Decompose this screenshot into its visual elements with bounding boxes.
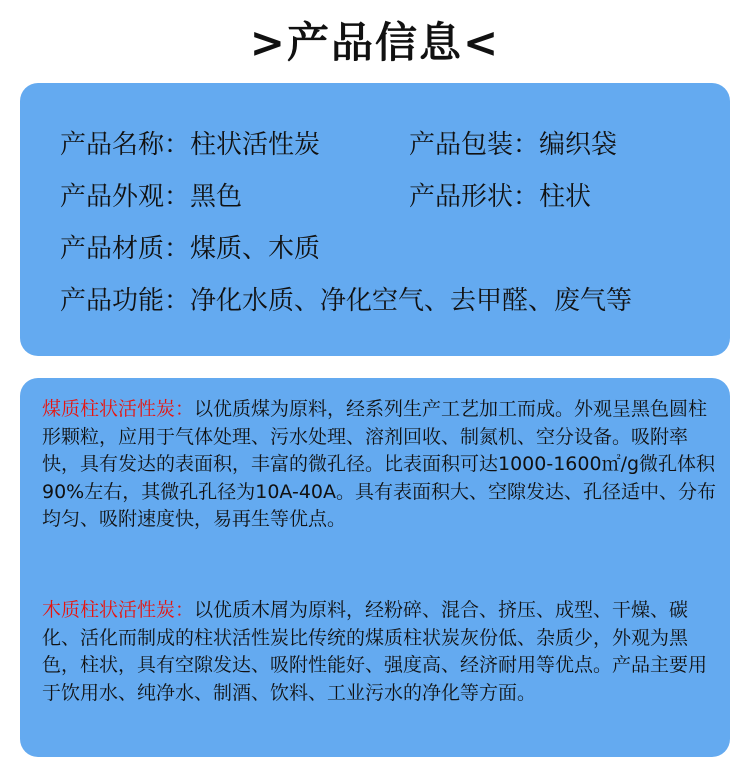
wood-based-text: 以优质木屑为原料，经粉碎、混合、挤压、成型、干燥、碳化、活化而制成的柱状活性炭比传统的煤质柱状炭灰份低、杂质少，外观为黑色，柱状，具有空隙发达、吸附性能好、强度高、经济耐用等优点。产品主要用于饮用水、纯净水、制酒、饮料、工业污水的净化等方面。	[42, 599, 708, 704]
coal-based-text: 以优质煤为原料，经系列生产工艺加工而成。外观呈黑色圆柱形颗粒，应用于气体处理、污水处理、溶剂回收、制氮机、空分设备。吸附率快，具有发达的表面积，丰富的微孔径。比表面积可达1000-1600㎡/g微孔体积90%左右，其微孔孔径为10A-40A。具有表面积大、空隙发达、孔径适中、分布均匀、吸附速度快，易再生等优点。	[42, 398, 717, 531]
wood-based-heading: 木质柱状活性炭：	[42, 599, 195, 621]
wood-based-description	[42, 597, 722, 707]
product-function: 产品功能：净化水质、净化空气、去甲醛、废气等	[60, 286, 633, 316]
coal-based-description	[42, 396, 722, 534]
product-appearance: 产品外观：黑色	[60, 182, 243, 212]
product-packaging: 产品包装：编织袋	[409, 130, 618, 160]
page-title: >产品信息<	[249, 18, 501, 67]
product-info-card	[20, 83, 730, 356]
product-material: 产品材质：煤质、木质	[60, 234, 321, 264]
product-name: 产品名称：柱状活性炭	[60, 130, 321, 160]
product-description-card	[20, 378, 730, 757]
product-shape: 产品形状：柱状	[409, 182, 592, 212]
coal-based-heading: 煤质柱状活性炭：	[42, 398, 195, 420]
